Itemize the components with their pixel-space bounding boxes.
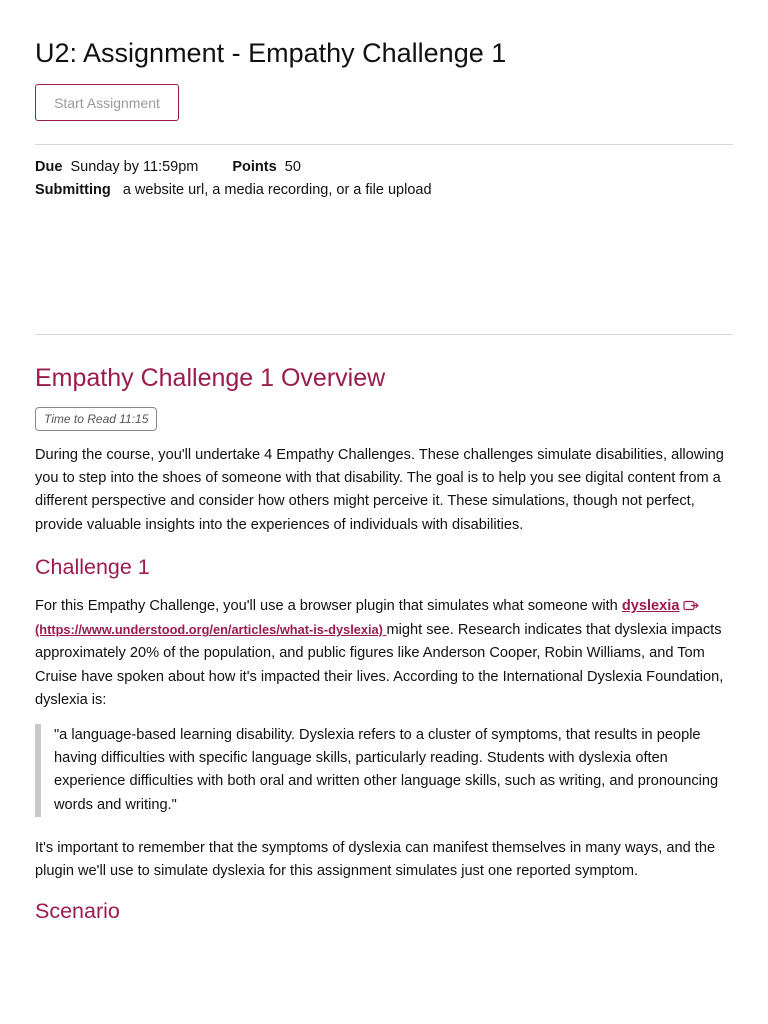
closing-paragraph: It's important to remember that the symptoms of dyslexia can manifest themselves in many ways, and the plugin we'll use to simulate dyslexia for this assignment simulates just one reported symptom. [35,840,716,880]
challenge-text-before: For this Empathy Challenge, you'll use a browser plugin that simulates what someone with [35,598,622,614]
external-link-icon[interactable] [683,596,699,608]
dyslexia-link[interactable]: dyslexia [621,598,680,614]
dyslexia-url-link[interactable]: (https://www.understood.org/en/articles/what-is-dyslexia) [35,622,387,638]
submission-types-row [35,182,432,198]
points-value: 50 [284,159,301,175]
challenge-paragraph [35,595,729,712]
assignment-details-row [35,159,301,175]
submitting-label: Submitting [35,182,111,198]
due-label: Due [35,159,63,175]
divider [35,144,733,145]
intro-paragraph: During the course, you'll undertake 4 Empathy Challenges. These challenges simulate disabilities, allowing you to step into the shoes of someone with that disability. The goal is to help you see digital content from a different perspective and consider how others might perceive it. These simulations, though not perfect, provide valuable insights into the experiences of individuals with disabilities. [35,447,724,533]
scenario-heading: Scenario [35,899,120,923]
due-value: Sunday by 11:59pm [70,159,199,175]
divider [35,334,733,335]
page-title: U2: Assignment - Empathy Challenge 1 [35,38,507,68]
dyslexia-definition-quote: "a language-based learning disability. Dyslexia refers to a cluster of symptoms, that results in people having difficulties with specific language skills, particularly reading. Students with dyslexia often experience difficulties with both oral and written other language skills, such as writing, and pronouncing words and writing." [35,724,733,817]
overview-heading: Empathy Challenge 1 Overview [35,364,386,392]
time-to-read-badge: Time to Read 11:15 [35,407,157,431]
challenge-heading: Challenge 1 [35,555,150,579]
points-label: Points [232,159,277,175]
start-assignment-button[interactable]: Start Assignment [35,84,179,121]
submitting-value: a website url, a media recording, or a file upload [122,182,432,198]
challenge-text-after: might see. Research indicates that dyslexia impacts approximately 20% of the population, and public figures like Anderson Cooper, Robin Williams, and Tom Cruise have spoken about how it's impacted their lives. According to the International Dyslexia Foundation, dyslexia is: [35,622,724,708]
